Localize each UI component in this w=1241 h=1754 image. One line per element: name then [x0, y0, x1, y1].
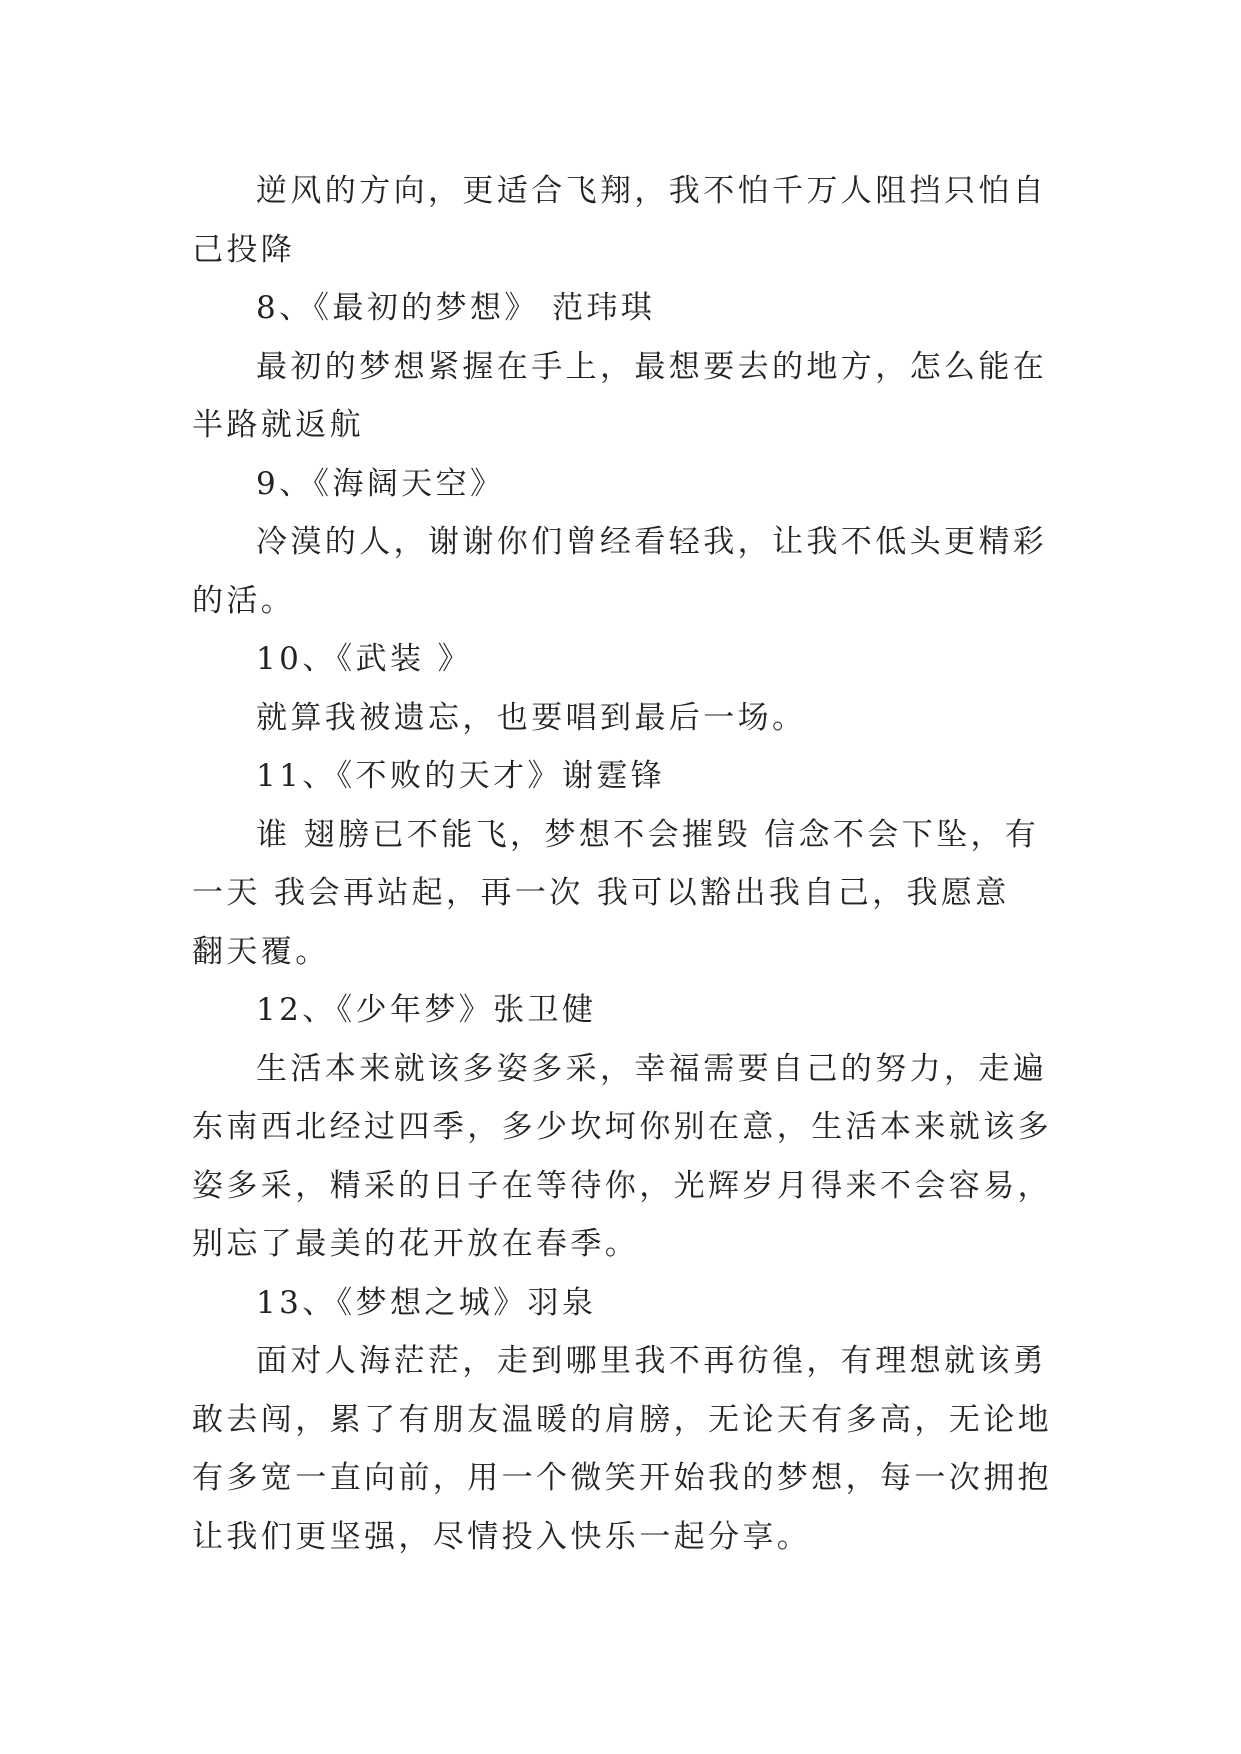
song-heading: 10、《武装 》	[256, 641, 472, 677]
song-heading: 11、《不败的天才》谢霆锋	[256, 758, 666, 794]
lyric-paragraph: 就算我被遗忘，也要唱到最后一场。	[256, 699, 807, 736]
song-heading: 13、《梦想之城》羽泉	[256, 1284, 597, 1321]
lyric-paragraph: 冷漠的人，谢谢你们曾经看轻我，让我不低头更精彩的活。	[192, 524, 1048, 619]
song-heading: 9、《海阔天空》	[256, 465, 505, 502]
lyric-paragraph: 逆风的方向，更适合飞翔，我不怕千万人阻挡只怕自己投降	[192, 173, 1048, 268]
lyric-paragraph: 最初的梦想紧握在手上，最想要去的地方，怎么能在半路就返航	[192, 348, 1048, 443]
lyric-paragraph: 面对人海茫茫，走到哪里我不再彷徨，有理想就该勇敢去闯，累了有朋友温暖的肩膀，无论天有多高，无论地有多宽一直向前，用一个微笑开始我的梦想，每一次拥抱让我们更坚强，尽情投入快乐一起分享。	[192, 1343, 1052, 1555]
lyric-paragraph: 谁 翅膀已不能飞，梦想不会摧毁 信念不会下坠，有一天 我会再站起，再一次 我可以豁出我自己，我愿意 翻天覆。	[192, 816, 1040, 970]
document-page	[192, 162, 1052, 1566]
song-heading: 8、《最初的梦想》 范玮琪	[256, 290, 656, 326]
song-heading: 12、《少年梦》张卫健	[256, 992, 597, 1028]
lyric-paragraph: 生活本来就该多姿多采，幸福需要自己的努力，走遍东南西北经过四季，多少坎坷你别在意，生活本来就该多姿多采，精采的日子在等待你，光辉岁月得来不会容易，别忘了最美的花开放在春季。	[192, 1050, 1052, 1262]
